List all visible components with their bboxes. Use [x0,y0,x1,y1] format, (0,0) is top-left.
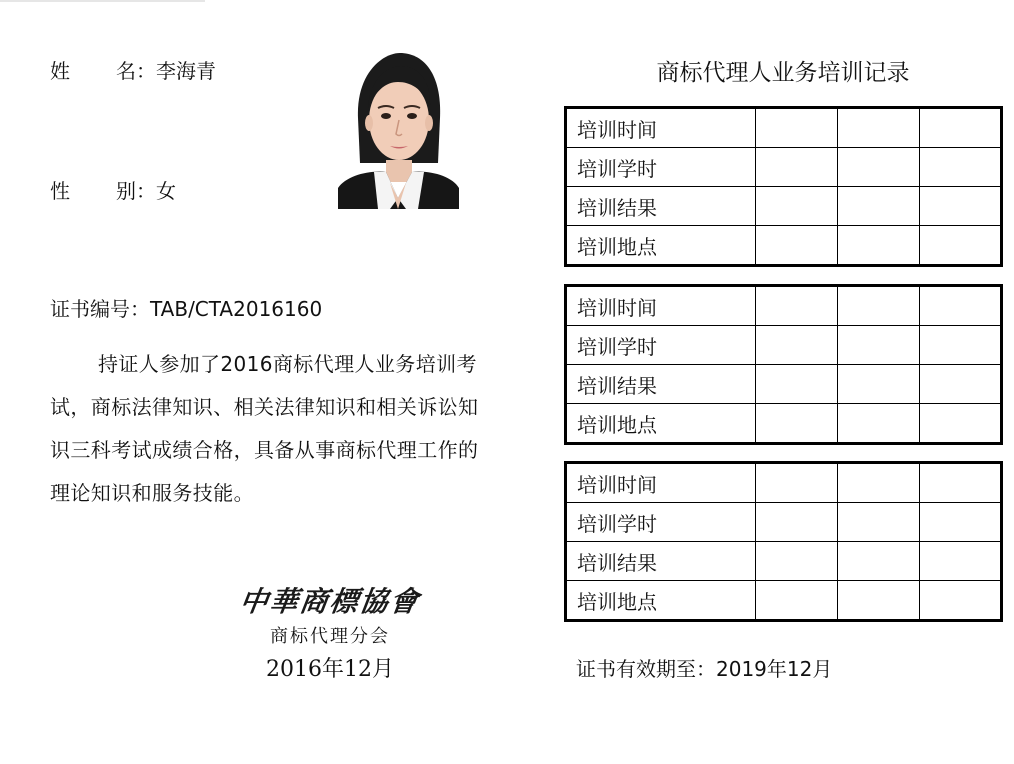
row-label: 培训时间 [566,108,756,148]
gender-value: 女 [156,179,176,203]
row-label: 培训时间 [566,463,756,503]
issue-date: 2016年12月 [266,657,394,682]
validity-value: 2019年12月 [716,657,833,681]
table-row [566,326,1002,365]
blank-cell [838,503,920,542]
row-label: 培训结果 [566,542,756,581]
top-edge-bar [0,0,205,2]
blank-cell [756,148,838,187]
certificate-number-label: 证书编号： [50,297,150,321]
gender-row [50,175,176,204]
table-row [566,286,1002,326]
row-label: 培训学时 [566,503,756,542]
blank-cell [756,187,838,226]
blank-cell [838,326,920,365]
blank-cell [838,365,920,404]
validity-label: 证书有效期至： [576,657,716,681]
blank-cell [920,581,1002,621]
table-row [566,404,1002,444]
issuer-branch: 商标代理分会 [270,626,390,647]
name-row [50,55,216,84]
blank-cell [920,108,1002,148]
row-label: 培训地点 [566,581,756,621]
row-label: 培训学时 [566,326,756,365]
blank-cell [838,148,920,187]
blank-cell [920,148,1002,187]
training-record-title: 商标代理人业务培训记录 [656,60,910,86]
table-row [566,226,1002,266]
blank-cell [920,365,1002,404]
blank-cell [920,503,1002,542]
blank-cell [838,187,920,226]
blank-cell [920,463,1002,503]
blank-cell [838,108,920,148]
certificate-number-row [50,293,322,322]
blank-cell [838,542,920,581]
blank-cell [756,542,838,581]
blank-cell [838,581,920,621]
blank-cell [920,542,1002,581]
blank-cell [756,365,838,404]
blank-cell [756,581,838,621]
blank-cell [920,326,1002,365]
blank-cell [838,226,920,266]
row-label: 培训结果 [566,365,756,404]
validity-row [576,653,832,682]
table-row [566,542,1002,581]
table-row [566,365,1002,404]
blank-cell [756,286,838,326]
blank-cell [756,463,838,503]
training-record-table [564,106,1003,267]
certificate-number-value: TAB/CTA2016160 [150,297,323,321]
row-label: 培训地点 [566,226,756,266]
issuer-signature [230,580,430,620]
name-value: 李海青 [156,59,216,83]
training-record-table [564,461,1003,622]
blank-cell [756,226,838,266]
name-label-char-2: 名： [116,59,156,83]
row-label: 培训学时 [566,148,756,187]
blank-cell [920,226,1002,266]
blank-cell [756,108,838,148]
blank-cell [838,286,920,326]
blank-cell [838,404,920,444]
table-row [566,108,1002,148]
blank-cell [920,286,1002,326]
blank-cell [756,326,838,365]
gender-label-char-2: 别： [116,179,156,203]
blank-cell [838,463,920,503]
row-label: 培训地点 [566,404,756,444]
blank-cell [920,187,1002,226]
row-label: 培训结果 [566,187,756,226]
table-row [566,503,1002,542]
association-calligraphy: 中華商標協會 [237,585,423,618]
gender-label-char-1: 性 [50,179,70,203]
table-row [566,463,1002,503]
blank-cell [756,503,838,542]
table-row [566,581,1002,621]
table-row [566,187,1002,226]
holder-photo [338,48,459,209]
training-record-table [564,284,1003,445]
blank-cell [756,404,838,444]
table-row [566,148,1002,187]
name-label-char-1: 姓 [50,59,70,83]
certificate-statement: 持证人参加了2016商标代理人业务培训考试，商标法律知识、相关法律知识和相关诉讼知识三科考试成绩合格，具备从事商标代理工作的理论知识和服务技能。 [50,352,479,505]
row-label: 培训时间 [566,286,756,326]
blank-cell [920,404,1002,444]
